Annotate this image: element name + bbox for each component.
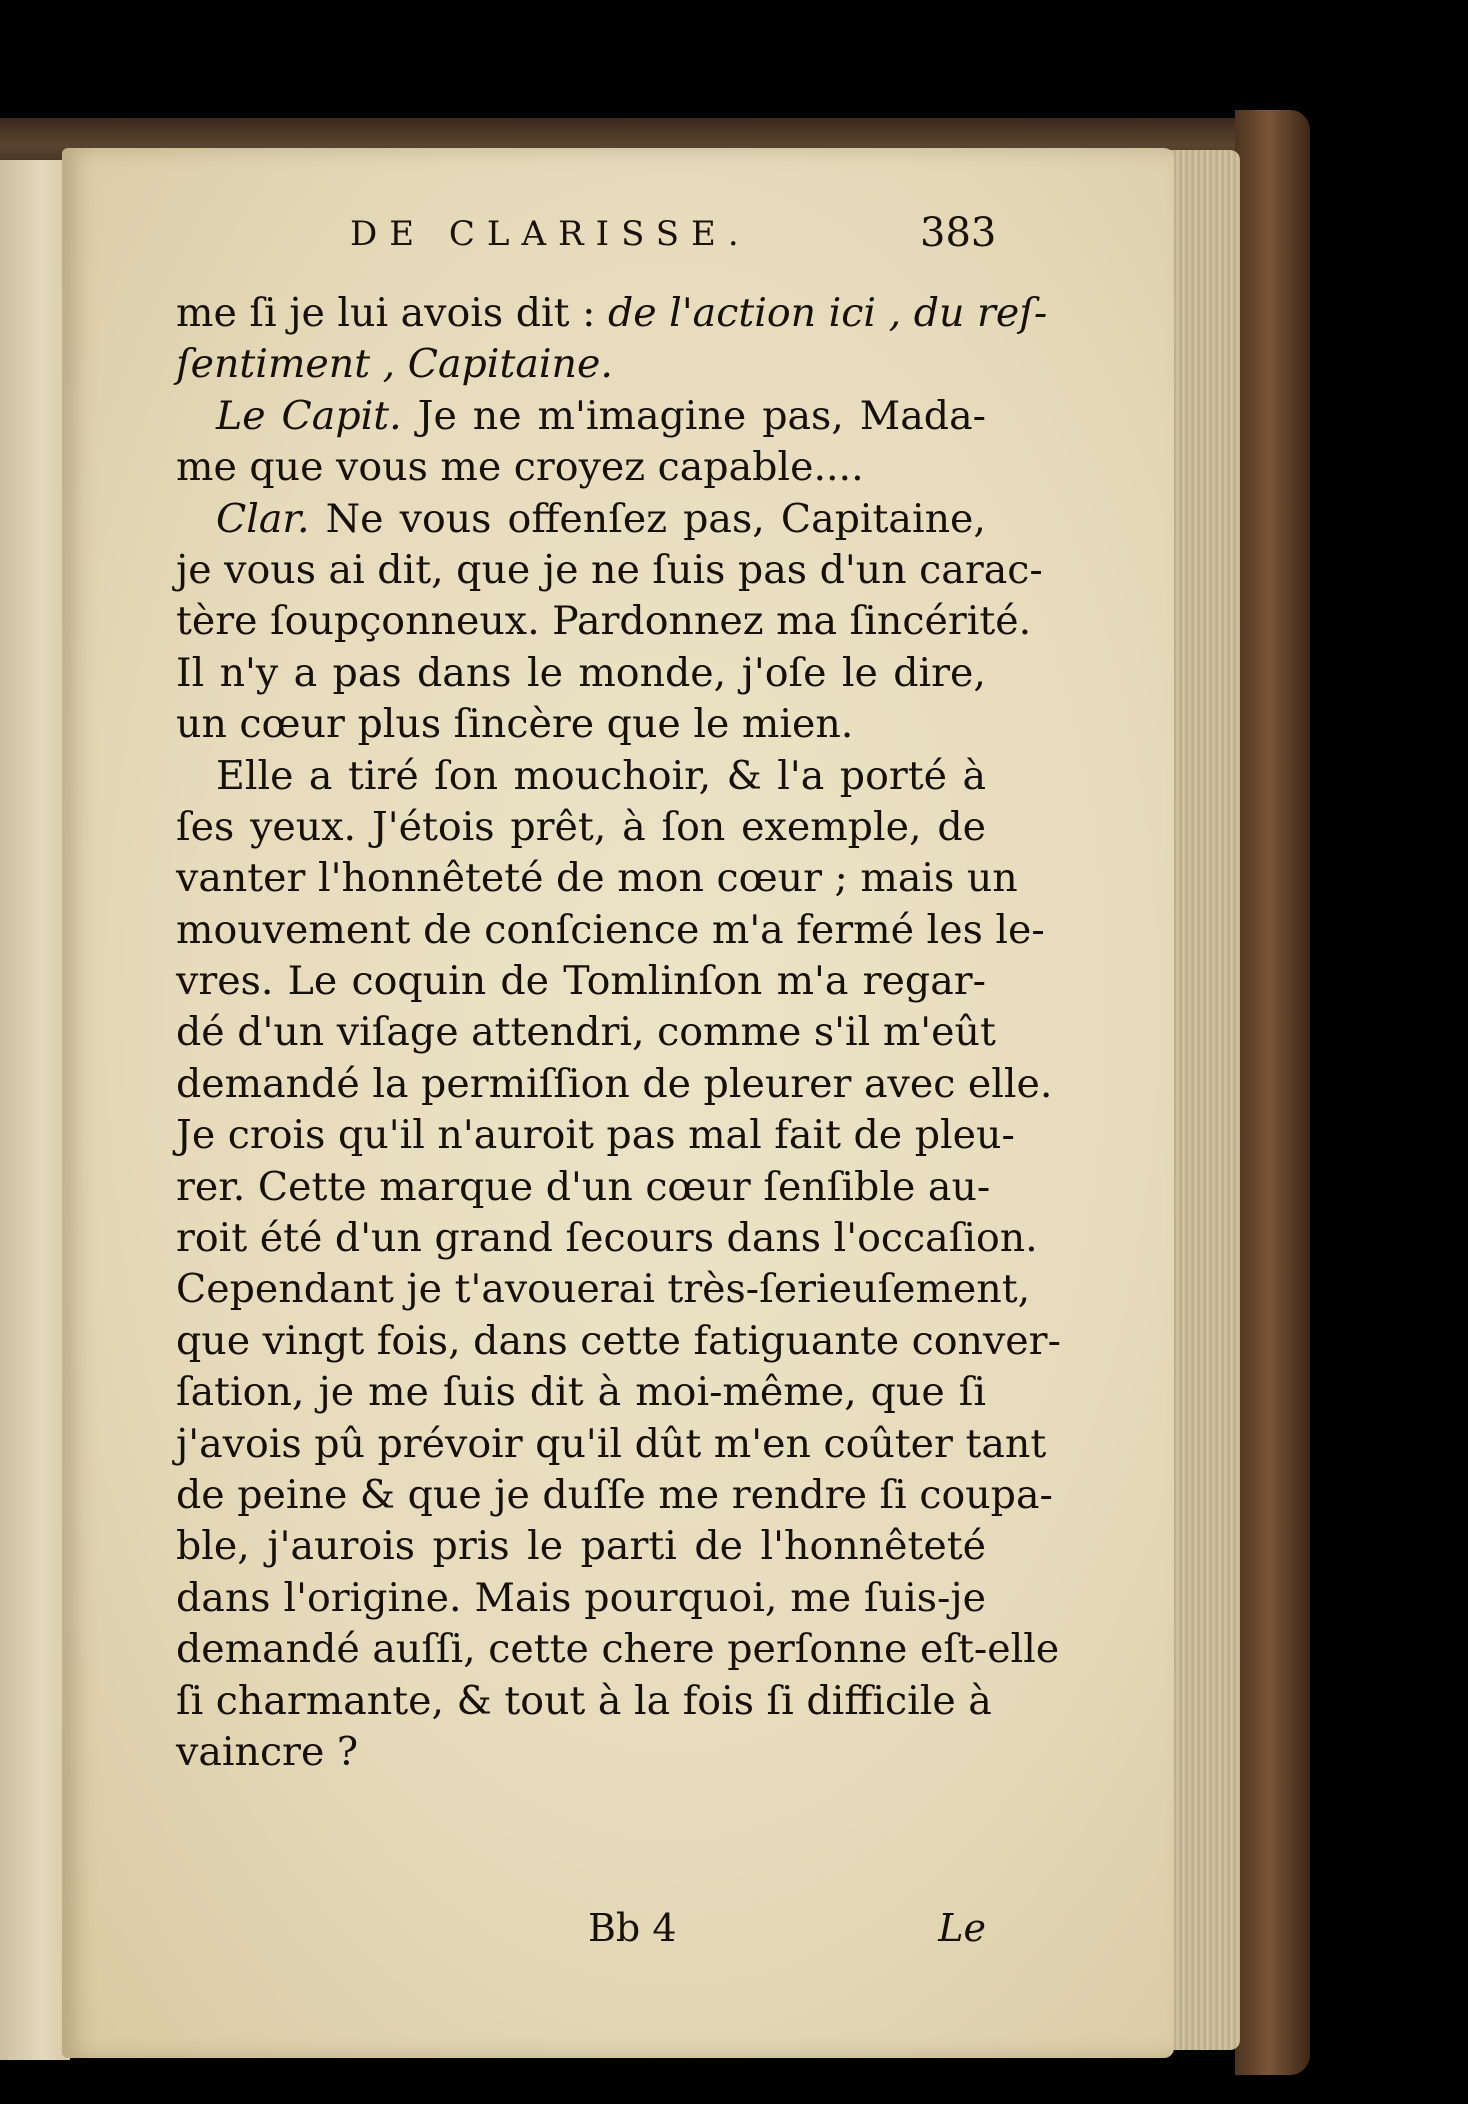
text-run: Cependant je t'avouerai très-ſerieuſement, [176,1266,1031,1313]
text-run: dé d'un viſage attendri, comme s'il m'eût [176,1009,996,1056]
text-run: ſes yeux. J'étois prêt, à ſon exemple, de [176,803,986,850]
text-line [176,1264,1031,1315]
text-run: j'avois pû prévoir qu'il dût m'en coûter tant [176,1420,1047,1467]
text-run: dans l'origine. Mais pourquoi, me ſuis-je [176,1574,986,1621]
book-cover-edge [1235,110,1310,2075]
running-title: DE CLARISSE. [350,214,751,254]
text-line [176,1470,1053,1521]
text-line [176,648,986,699]
text-run: demandé auſſi, cette chere perſonne eſt-elle [176,1626,1060,1673]
running-header [350,214,990,270]
text-run: ſi charmante, & tout à la fois ſi difficile à [176,1677,992,1724]
facing-page-edge [0,160,70,2060]
text-line [176,699,986,750]
text-line [176,391,986,442]
text-run: mouvement de conſcience m'a fermé les le- [176,906,1045,953]
text-line [176,853,1018,904]
text-line [176,1727,986,1778]
text-line [176,442,986,493]
text-line [176,1059,1053,1110]
text-line [176,956,986,1007]
text-run: Je ne m'imagine pas, Mada- [401,392,986,439]
text-run: un cœur plus ſincère que le mien. [176,701,854,748]
signature-mark: Bb 4 [588,1906,677,1950]
text-run: ſentiment , Capitaine. [176,341,613,388]
text-line [176,1110,1015,1161]
text-run: Il n'y a pas dans le monde, j'oſe le dire, [176,649,986,696]
text-line [176,596,1032,647]
text-line [176,1007,996,1058]
text-run: de peine & que je duſſe me rendre ſi coupa- [176,1471,1053,1518]
text-run: me ſi je lui avois dit : [176,290,608,336]
text-run: me que vous me croyez capable.... [176,444,864,491]
text-line [176,905,1045,956]
text-line [176,1162,991,1213]
text-line [176,545,1043,596]
text-run: roit été d'un grand ſecours dans l'occaſion. [176,1215,1038,1262]
text-run: vanter l'honnêteté de mon cœur ; mais un [176,855,1018,902]
text-line [176,751,986,802]
text-run: de l'action ici , du reſ- [607,290,1048,336]
page-body-text [176,288,1061,1778]
text-run: Elle a tiré ſon mouchoir, & l'a porté à [216,752,986,799]
text-run: Ne vous offenſez pas, Capitaine, [309,495,986,542]
text-line [176,1573,986,1624]
text-line [176,494,986,545]
catchword: Le [938,1906,986,1950]
text-run: demandé la permiſſion de pleurer avec elle. [176,1060,1053,1107]
text-run: Clar. [216,495,310,542]
text-line [176,802,986,853]
text-run: que vingt fois, dans cette fatiguante conver- [176,1317,1061,1364]
text-line [176,339,986,390]
text-run: tère ſoupçonneux. Pardonnez ma ſincérité. [176,598,1032,645]
text-line [176,1419,1047,1470]
page-number: 383 [920,210,997,256]
text-run: vres. Le coquin de Tomlinſon m'a regar- [176,958,986,1005]
text-line [176,1316,1061,1367]
page-footer [176,1906,986,1956]
text-line [176,1676,992,1727]
text-run: ſation, je me ſuis dit à moi-même, que ſi [176,1369,986,1416]
text-line [176,1521,986,1572]
text-run: Le Capit. [216,392,402,439]
text-line [176,1213,1038,1264]
text-run: Je crois qu'il n'auroit pas mal fait de pleu- [176,1112,1015,1159]
text-run: rer. Cette marque d'un cœur ſenſible au- [176,1163,991,1210]
text-run: je vous ai dit, que je ne ſuis pas d'un carac- [176,546,1043,593]
text-run: vaincre ? [176,1728,359,1775]
text-line [176,1624,1060,1675]
text-run: ble, j'aurois pris le parti de l'honnêteté [176,1523,986,1570]
text-line [176,288,1048,339]
text-line [176,1367,986,1418]
